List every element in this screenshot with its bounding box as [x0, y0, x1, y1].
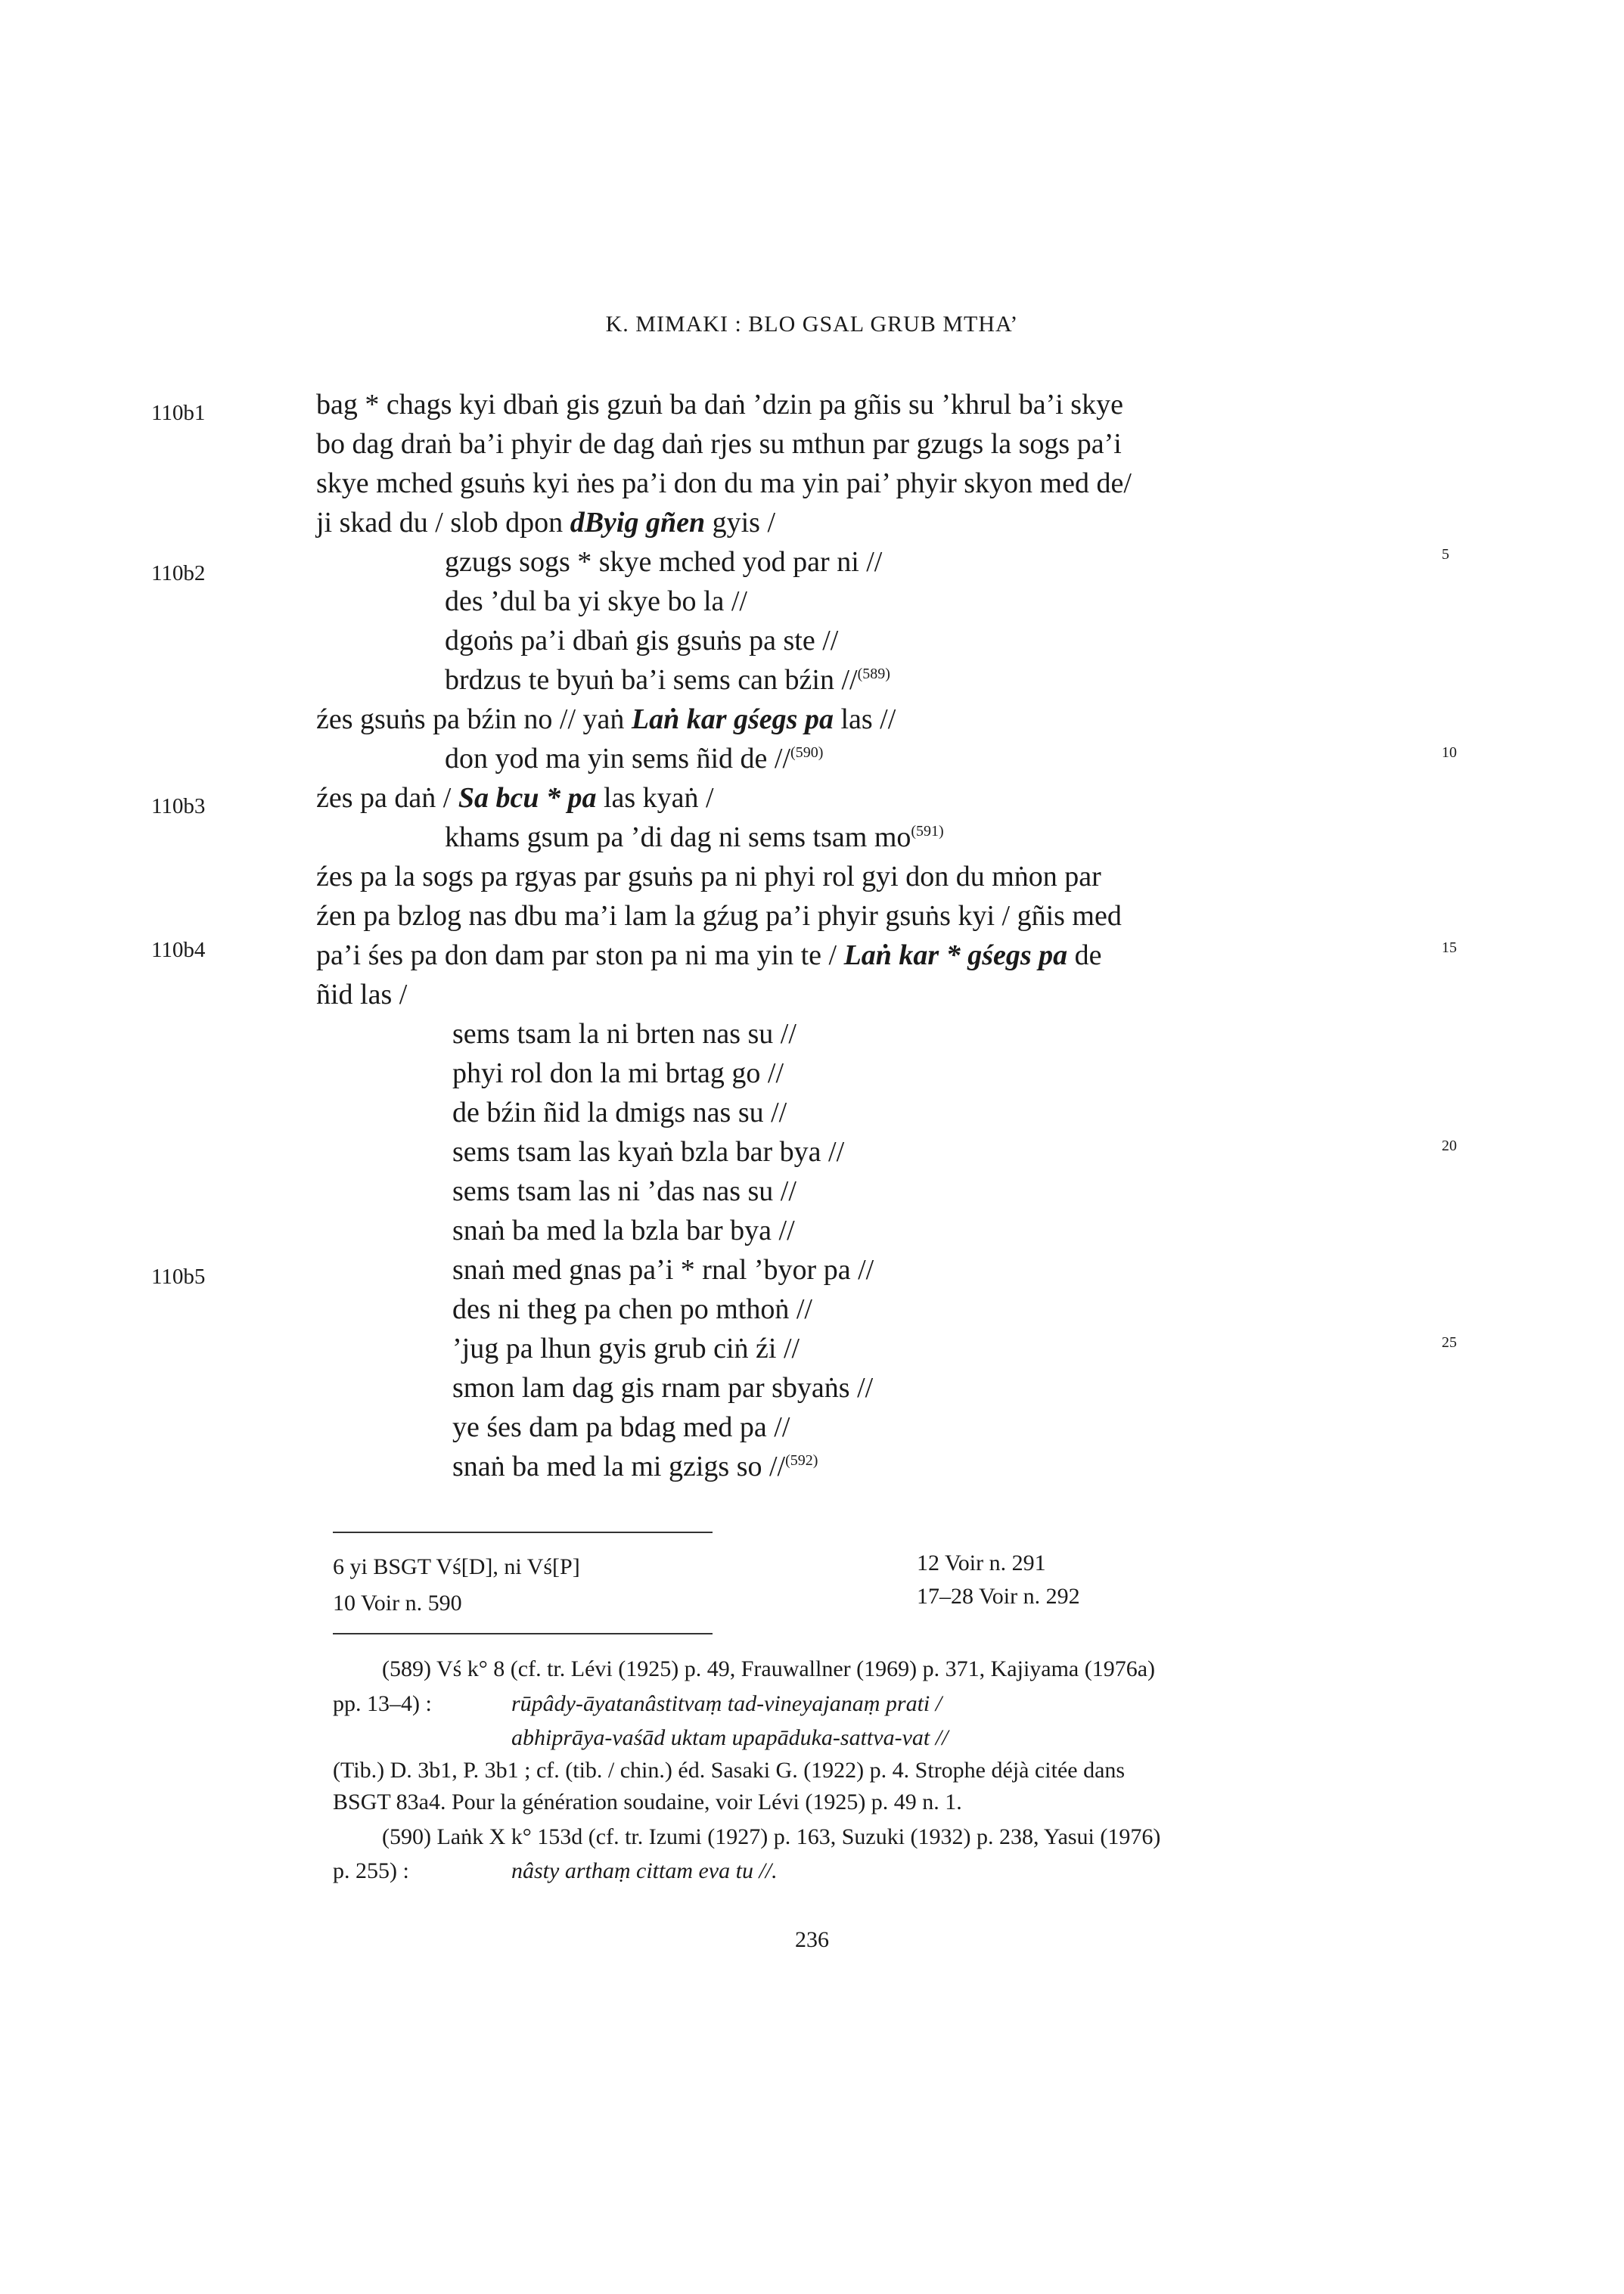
page-number: 236 [795, 1927, 829, 1952]
verse-line: brdzus te byuṅ ba’i sems can bźin //$^{(589)}$ [445, 664, 890, 696]
line-number: 20 [1442, 1138, 1457, 1154]
line-number: 5 [1442, 546, 1449, 563]
verse-line: dgoṅs pa’i dbaṅ gis gsuṅs pa ste // [445, 625, 839, 657]
running-head: K. MIMAKI : BLO GSAL GRUB MTHA’ [605, 312, 1019, 337]
footnote-ref: (590) [790, 744, 824, 761]
text-line: bo dag draṅ ba’i phyir de dag daṅ rjes su mthun par gzugs la sogs pa’i [316, 428, 1122, 460]
verse-line: phyi rol don la mi brtag go // [452, 1057, 784, 1089]
apparatus-rule [333, 1532, 713, 1533]
apparatus-entry: 6 yi BSGT Vś[D], ni Vś[P] [333, 1554, 580, 1579]
text-line: pa’i śes pa don dam par ston pa ni ma yin te / Laṅ kar * gśegs pa de [316, 939, 1102, 971]
work-title: Sa bcu * pa [458, 782, 597, 814]
footnote-line: (590) Laṅk X k° 153d (cf. tr. Izumi (1927) p. 163, Suzuki (1932) p. 238, Yasui (1976) [382, 1824, 1161, 1849]
folio-marker: 110b4 [151, 938, 206, 962]
verse-line: gzugs sogs * skye mched yod par ni // [445, 546, 883, 578]
apparatus-entry: 10 Voir n. 590 [333, 1591, 462, 1616]
footnote-rule [333, 1633, 713, 1634]
apparatus-entry: 17–28 Voir n. 292 [917, 1584, 1080, 1609]
footnote-quote: abhiprāya-vaśād uktam upapāduka-sattva-vat // [511, 1725, 949, 1750]
verse-line: ’jug pa lhun gyis grub ciṅ źi // [452, 1333, 800, 1364]
text-line: bag * chags kyi dbaṅ gis gzuṅ ba daṅ ’dzin pa gñis su ’khrul ba’i skye [316, 389, 1123, 421]
folio-marker: 110b1 [151, 401, 206, 425]
text-line: źes gsuṅs pa bźin no // yaṅ Laṅ kar gśegs pa las // [316, 703, 896, 735]
text-line: źen pa bzlog nas dbu ma’i lam la gźug pa’i phyir gsuṅs kyi / gñis med [316, 900, 1122, 932]
verse-line: don yod ma yin sems ñid de //$^{(590)}$ [445, 743, 824, 774]
folio-marker: 110b2 [151, 561, 206, 585]
footnote-line: (Tib.) D. 3b1, P. 3b1 ; cf. (tib. / chin.) éd. Sasaki G. (1922) p. 4. Strophe déjà citée dans [333, 1758, 1126, 1783]
author-name: dByig gñen [570, 507, 706, 539]
work-title: Laṅ kar gśegs pa [631, 703, 834, 735]
footnote-ref: (592) [785, 1452, 818, 1469]
footnote-quote: rūpâdy-āyatanâstitvaṃ tad-vineyajanaṃ prati / [511, 1691, 942, 1716]
verse-line: snaṅ ba med la mi gzigs so //$^{(592)}$ [452, 1451, 818, 1482]
verse-line: sems tsam la ni brten nas su // [452, 1018, 796, 1050]
footnote-ref: (591) [911, 823, 944, 840]
verse-line: snaṅ ba med la bzla bar bya // [452, 1215, 795, 1246]
footnote-quote: nâsty arthaṃ cittam eva tu //. [511, 1858, 778, 1883]
line-number: 15 [1442, 939, 1457, 956]
verse-line: sems tsam las kyaṅ bzla bar bya // [452, 1136, 845, 1168]
verse-line: des ni theg pa chen po mthoṅ // [452, 1293, 812, 1325]
verse-line: de bźin ñid la dmigs nas su // [452, 1097, 787, 1128]
verse-line: khams gsum pa ’di dag ni sems tsam $mo^{(591)}$ [445, 821, 944, 853]
verse-line: snaṅ med gnas pa’i * rnal ’byor pa // [452, 1254, 874, 1286]
folio-marker: 110b5 [151, 1265, 206, 1289]
text-line: źes pa daṅ / Sa bcu * pa las kyaṅ / [316, 782, 714, 814]
verse-line: smon lam dag gis rnam par sbyaṅs // [452, 1372, 874, 1404]
verse-line: des ’dul ba yi skye bo la // [445, 585, 747, 617]
text-line: skye mched gsuṅs kyi ṅes pa’i don du ma yin pai’ phyir skyon med de/ [316, 467, 1132, 499]
verse-line: ye śes dam pa bdag med pa // [452, 1411, 790, 1443]
line-number: 10 [1442, 744, 1457, 761]
text-line: ñid las / [316, 979, 408, 1010]
text-line: ji skad du / slob dpon dByig gñen gyis / [316, 507, 775, 539]
text-line: źes pa la sogs pa rgyas par gsuṅs pa ni phyi rol gyi don du mṅon par [316, 861, 1101, 892]
line-number: 25 [1442, 1334, 1457, 1351]
folio-marker: 110b3 [151, 794, 206, 818]
footnote-ref: (589) [857, 666, 890, 682]
footnote-line: p. 255) : [333, 1858, 409, 1883]
footnote-line: BSGT 83a4. Pour la génération soudaine, voir Lévi (1925) p. 49 n. 1. [333, 1790, 962, 1814]
apparatus-entry: 12 Voir n. 291 [917, 1551, 1046, 1575]
footnote-line: (589) Vś k° 8 (cf. tr. Lévi (1925) p. 49, Frauwallner (1969) p. 371, Kajiyama (1976a) [382, 1656, 1156, 1681]
footnote-line: pp. 13–4) : [333, 1691, 432, 1716]
work-title: Laṅ kar * gśegs pa [843, 939, 1068, 971]
verse-line: sems tsam las ni ’das nas su // [452, 1175, 796, 1207]
